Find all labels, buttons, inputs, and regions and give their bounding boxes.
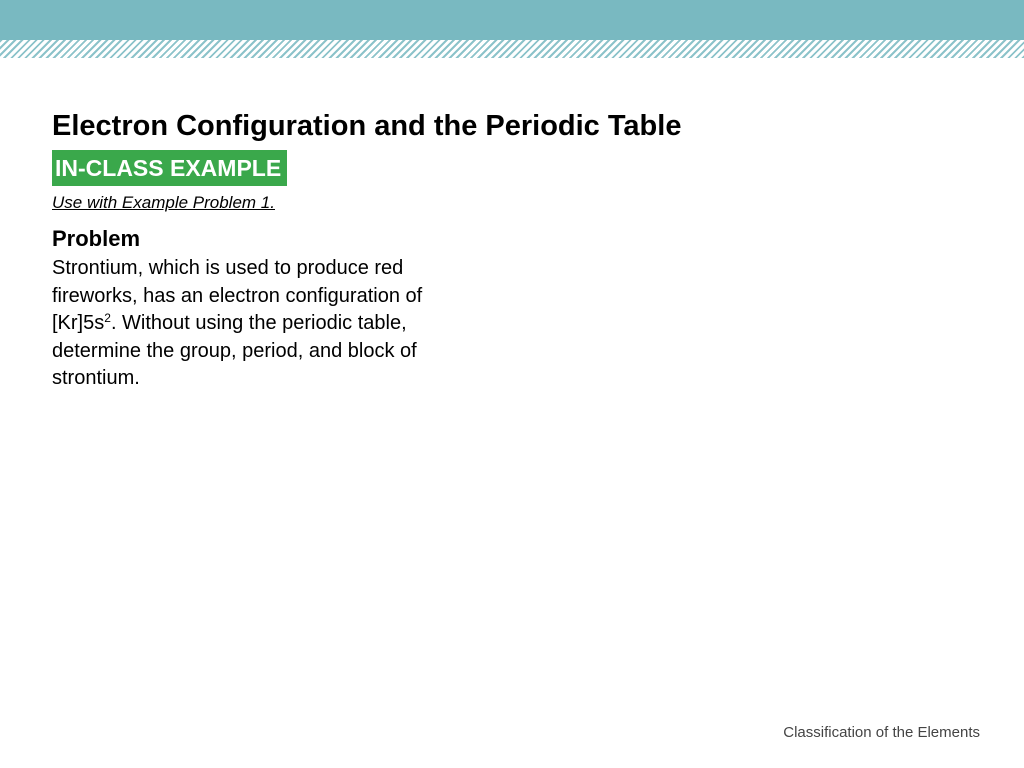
- problem-heading: Problem: [52, 226, 141, 251]
- slide-title: Electron Configuration and the Periodic Table: [52, 110, 682, 142]
- in-class-example-badge: IN-CLASS EXAMPLE: [52, 150, 287, 186]
- example-problem-reference: Use with Example Problem 1.: [52, 193, 275, 212]
- footer-chapter-title: Classification of the Elements: [783, 724, 980, 741]
- header-band: [0, 0, 1024, 40]
- header-hatch-pattern: [0, 40, 1024, 58]
- problem-text-part-1: Strontium, which is used to produce red fireworks, has an electron configuration of [Kr]5s: [52, 257, 423, 334]
- superscript-2: 2: [104, 311, 111, 325]
- problem-text: [52, 255, 492, 393]
- problem-text-part-2: . Without using the periodic table, determine the group, period, and block of strontium.: [52, 312, 417, 389]
